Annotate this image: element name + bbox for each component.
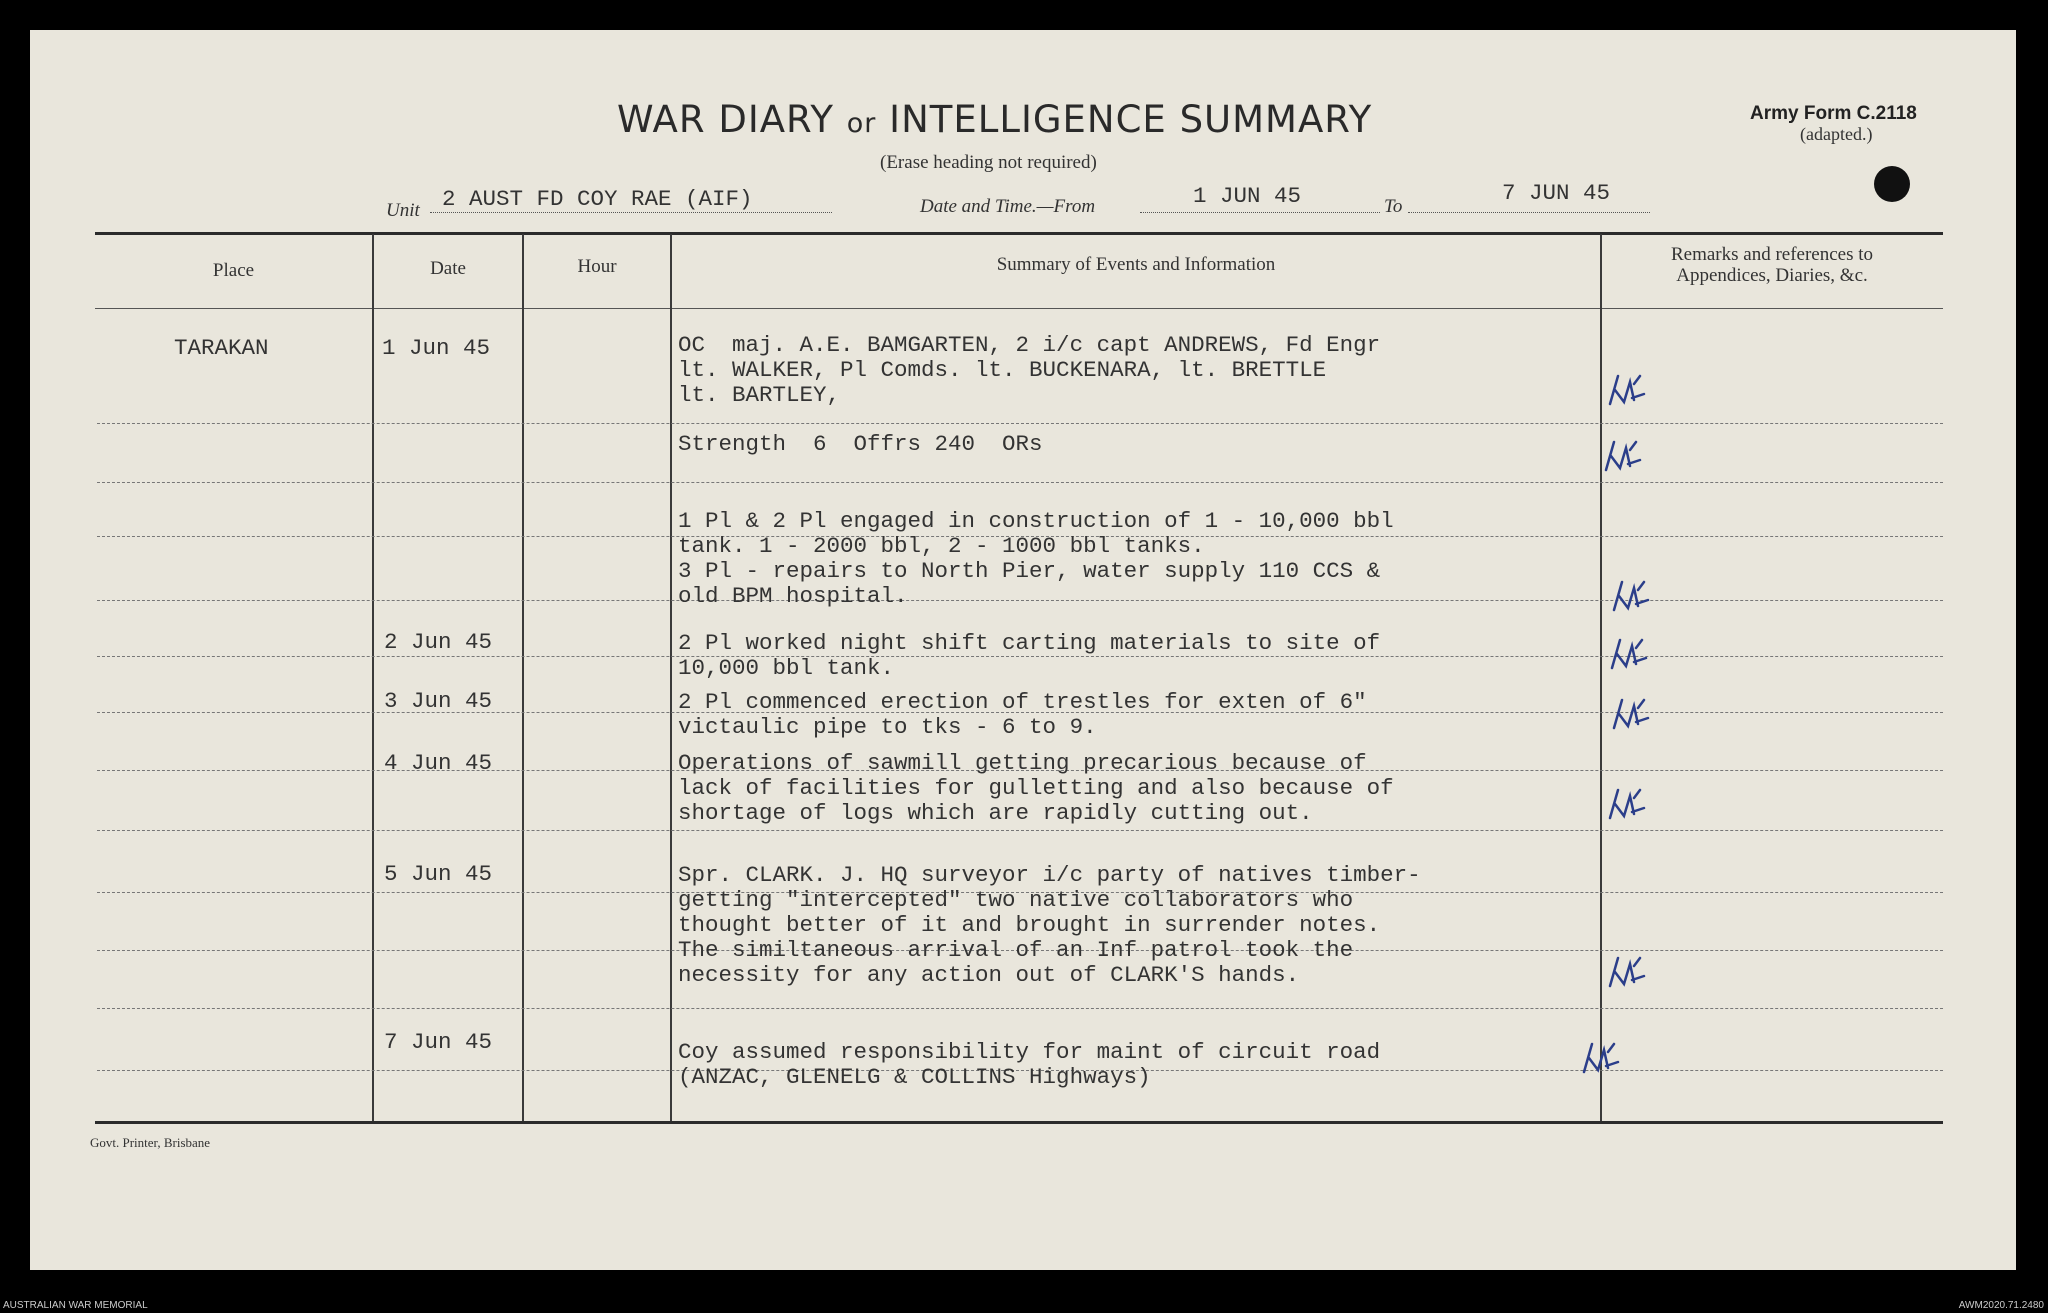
entry-date: 7 Jun 45: [384, 1029, 493, 1055]
entry-summary: Operations of sawmill getting precarious because of lack of facilities for gulletting and also because of shortage of logs which are rapidly cutting out.: [678, 750, 1394, 826]
row-rule: [97, 830, 1943, 831]
row-rule: [97, 423, 1943, 424]
unit-dotted-line: [430, 212, 832, 213]
archive-caption-left: AUSTRALIAN WAR MEMORIAL: [3, 1300, 148, 1311]
title-war-diary: WAR DIARY: [617, 98, 834, 141]
date-to-dotted-line: [1408, 212, 1650, 213]
date-to-label: To: [1384, 196, 1403, 217]
column-header-remarks-line-2: Appendices, Diaries, &c.: [1676, 265, 1868, 286]
entry-summary: 2 Pl worked night shift carting materials to site of 10,000 bbl tank.: [678, 630, 1381, 681]
entry-summary: 1 Pl & 2 Pl engaged in construction of 1 - 10,000 bbl tank. 1 - 2000 bbl, 2 - 1000 bbl tanks. 3 Pl - repairs to North Pier, water supply 110 CCS & old BPM hospital.: [678, 508, 1394, 609]
column-header-summary: Summary of Events and Information: [996, 254, 1276, 275]
handwritten-initials-mark: [1606, 372, 1646, 406]
entry-summary: Spr. CLARK. J. HQ surveyor i/c party of natives timber- getting "intercepted" two native collaborators who thought better of it and brought in surrender notes. The similtaneous arrival of an Inf patrol took the necessity for any action out of CLARK'S hands.: [678, 862, 1421, 988]
punch-hole: [1874, 166, 1910, 202]
handwritten-initials-mark: [1606, 954, 1646, 988]
entry-summary: OC maj. A.E. BAMGARTEN, 2 i/c capt ANDREWS, Fd Engr lt. WALKER, Pl Comds. lt. BUCKENARA, lt. BRETTLE lt. BARTLEY,: [678, 332, 1381, 408]
form-adapted-note: (adapted.): [1800, 124, 1873, 144]
printer-footer: Govt. Printer, Brisbane: [90, 1135, 211, 1150]
archive-caption-right: AWM2020.71.2480: [1958, 1300, 2044, 1311]
entry-date: 4 Jun 45: [384, 750, 493, 776]
entry-date: 5 Jun 45: [384, 861, 493, 887]
row-rule: [97, 482, 1943, 483]
handwritten-initials-mark: [1580, 1040, 1620, 1074]
entry-summary: 2 Pl commenced erection of trestles for exten of 6" victaulic pipe to tks - 6 to 9.: [678, 689, 1367, 740]
handwritten-initials-mark: [1606, 786, 1646, 820]
column-header-remarks-line-1: Remarks and references to: [1670, 244, 1874, 265]
date-to-value: 7 JUN 45: [1502, 180, 1611, 206]
date-from-label: Date and Time.—From: [920, 196, 1096, 217]
title-or: or: [846, 108, 877, 139]
column-header-date: Date: [430, 258, 466, 279]
title-intelligence-summary: INTELLIGENCE SUMMARY: [889, 98, 1373, 141]
form-title: [617, 98, 1372, 141]
table-bottom-rule: [95, 1121, 1943, 1124]
unit-label: Unit: [386, 200, 420, 221]
form-number: Army Form C.2118: [1750, 103, 1917, 124]
date-from-dotted-line: [1140, 212, 1380, 213]
unit-value: 2 AUST FD COY RAE (AIF): [442, 186, 753, 212]
column-divider-summary: [1600, 234, 1602, 1121]
column-divider-place: [372, 234, 374, 1121]
handwritten-initials-mark: [1602, 438, 1642, 472]
handwritten-initials-mark: [1608, 636, 1648, 670]
handwritten-initials-mark: [1610, 696, 1650, 730]
date-from-value: 1 JUN 45: [1193, 183, 1302, 209]
column-header-hour: Hour: [577, 256, 617, 277]
column-divider-hour: [670, 234, 672, 1121]
entry-summary: Coy assumed responsibility for maint of circuit road (ANZAC, GLENELG & COLLINS Highways): [678, 1039, 1381, 1090]
row-rule: [97, 1008, 1943, 1009]
column-header-place: Place: [212, 260, 255, 281]
entry-summary: Strength 6 Offrs 240 ORs: [678, 431, 1043, 457]
erase-note: (Erase heading not required): [880, 152, 1097, 173]
column-divider-date: [522, 234, 524, 1121]
entry-date: 3 Jun 45: [384, 688, 493, 714]
entry-date: 2 Jun 45: [384, 629, 493, 655]
entry-place: TARAKAN: [174, 335, 269, 361]
entry-date: 1 Jun 45: [382, 335, 491, 361]
handwritten-initials-mark: [1610, 578, 1650, 612]
